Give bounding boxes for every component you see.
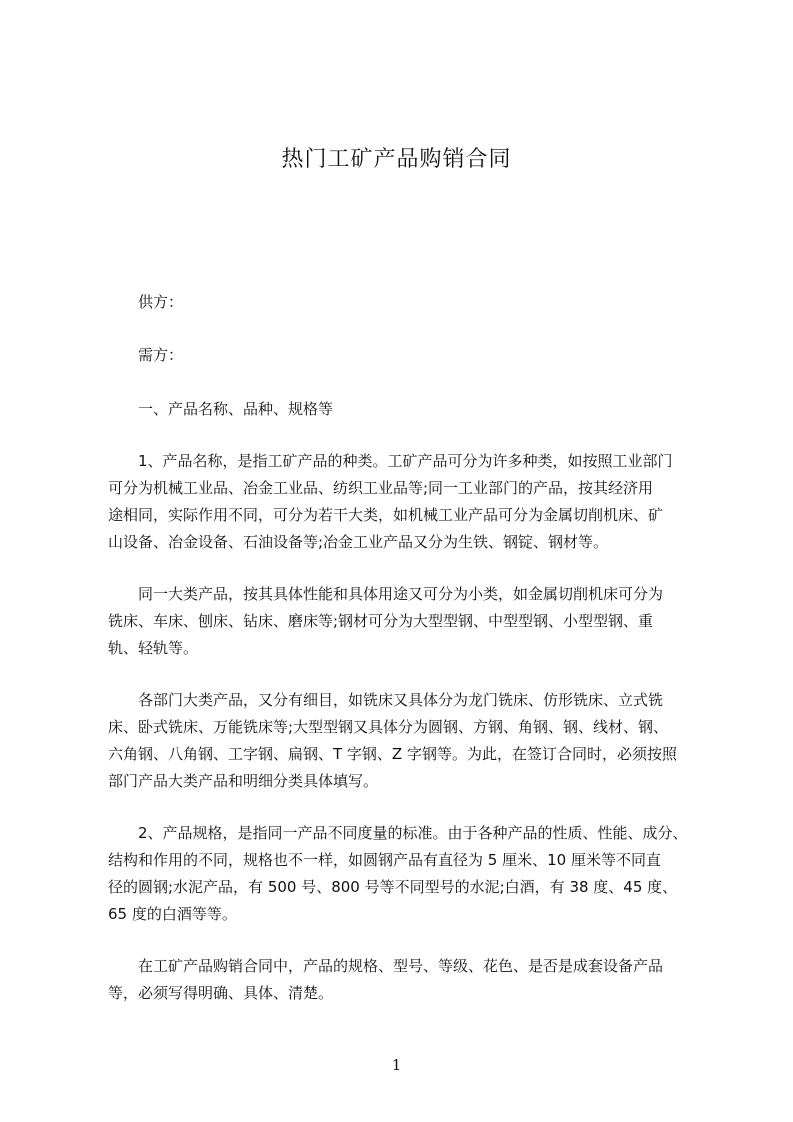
paragraph-line: 结构和作用的不同，规格也不一样，如圆钢产品有直径为 5 厘米、10 厘米等不同直 [108, 851, 661, 869]
page-number: 1 [391, 1056, 402, 1074]
paragraph-line: 六角钢、八角钢、工字钢、扁钢、T 字钢、Z 字钢等。为此，在签订合同时，必须按照 [108, 745, 677, 763]
paragraph-line: 各部门大类产品，又分有细目，如铣床又具体分为龙门铣床、仿形铣床、立式铣 [138, 691, 664, 709]
paragraph-line: 2、产品规格，是指同一产品不同度量的标准。由于各种产品的性质、性能、成分、 [138, 824, 688, 842]
paragraph-line: 径的圆钢;水泥产品，有 500 号、800 号等不同型号的水泥;白酒，有 38 度、45 度、 [108, 878, 678, 896]
paragraph-line: 同一大类产品，按其具体性能和具体用途又可分为小类，如金属切削机床可分为 [138, 585, 664, 603]
section-heading: 一、产品名称、品种、规格等 [138, 400, 334, 418]
paragraph-line: 铣床、车床、刨床、钻床、磨床等;钢材可分为大型型钢、中型型钢、小型型钢、重 [108, 612, 654, 630]
paragraph-line: 部门产品大类产品和明细分类具体填写。 [108, 772, 379, 790]
paragraph-line: 山设备、冶金设备、石油设备等;冶金工业产品又分为生铁、钢锭、钢材等。 [108, 533, 609, 551]
paragraph-line: 轨、轻轨等。 [108, 639, 199, 657]
paragraph-line: 床、卧式铣床、万能铣床等;大型型钢又具体分为圆钢、方钢、角钢、钢、线材、钢、 [108, 718, 669, 736]
document-title: 热门工矿产品购销合同 [281, 147, 512, 172]
paragraph-line: 1、产品名称，是指工矿产品的种类。工矿产品可分为许多种类，如按照工业部门 [138, 452, 673, 470]
paragraph-line: 65 度的白酒等等。 [108, 905, 237, 923]
paragraph-line: 在工矿产品购销合同中，产品的规格、型号、等级、花色、是否是成套设备产品 [138, 957, 664, 975]
paragraph-line: 途相同，实际作用不同，可分为若干大类，如机械工业产品可分为金属切削机床、矿 [108, 506, 664, 524]
paragraph-line: 可分为机械工业品、冶金工业品、纺织工业品等;同一工业部门的产品，按其经济用 [108, 479, 654, 497]
buyer-label: 需方： [138, 346, 184, 364]
paragraph-line: 等，必须写得明确、具体、清楚。 [108, 984, 334, 1002]
supplier-label: 供方： [138, 293, 184, 311]
